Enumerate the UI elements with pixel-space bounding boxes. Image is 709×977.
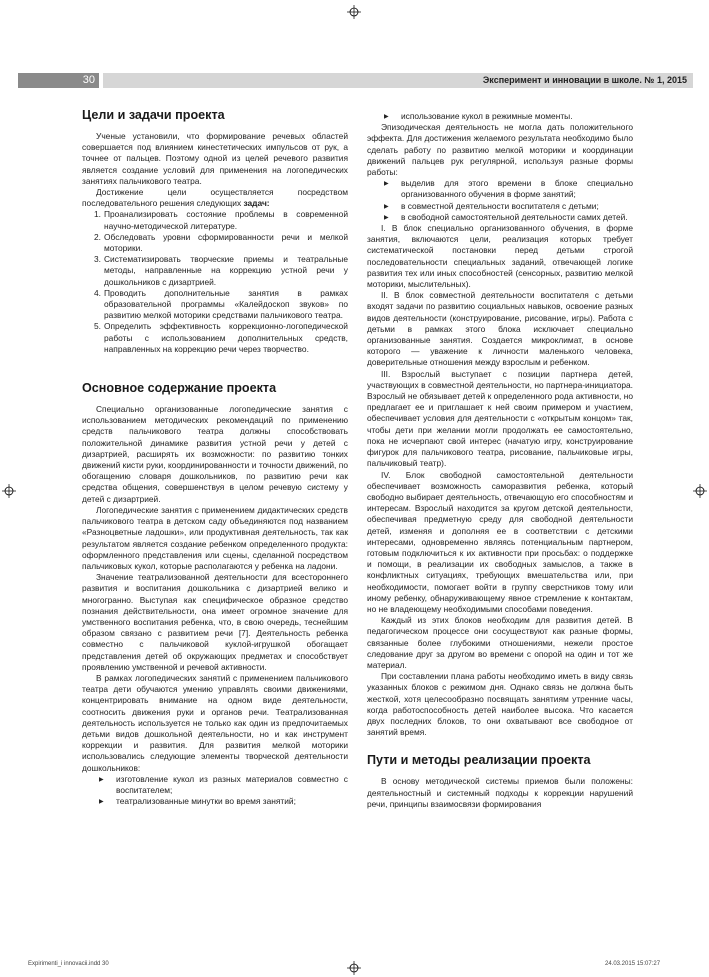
bullet-item: ▶ в свободной самостоятельной деятельности самих детей. (367, 212, 633, 223)
bullet-item: ▶ выделив для этого времени в блоке специально организованного обучения в форме занятий; (367, 178, 633, 200)
journal-title: Эксперимент и инновации в школе. № 1, 2015 (103, 73, 693, 88)
bullet-list (367, 111, 633, 122)
paragraph: I. В блок специально организованного обучения, в форме занятия, включаются цели, реализация которых требует систематической постановки перед детьми строгой последовательности специальных заданий, отвечающей логике развития тех или иных способностей (сенсорных, развитию мелкой моторики, мыслительных). (367, 223, 633, 290)
item-text: Систематизировать творческие приемы и театральные методы, направленные на коррекцию устной речи у дошкольников с дизартрией. (104, 254, 348, 287)
item-text: Обследовать уровни сформированности речи и мелкой моторики. (104, 231, 348, 254)
bold-term: задач: (243, 198, 270, 209)
bullet-item: ▶ в совместной деятельности воспитателя с детьми; (367, 201, 633, 212)
list-item (82, 254, 348, 288)
list-item (82, 209, 348, 231)
registration-mark-left (2, 484, 16, 498)
bullet-item: ▶ изготовление кукол из разных материалов совместно с воспитателем; (82, 774, 348, 796)
footer-file-name: Expirimenti_i innovacii.indd 30 (28, 961, 109, 967)
paragraph: Специально организованные логопедические занятия с использованием методических рекомендаций по применению средств пальчикового театра должны способствовать положительной динамике развития устной речи у детей с дизартрией, расширять их возможности: по развитию тонких движений кисти руки, координированности и точности движений, по обогащению словаря дошкольников, по развитию речи как средства общения, совершенствуя в целом речевую систему у детей с дизартрией. (82, 404, 348, 504)
paragraph: Эпизодическая деятельность не могла дать положительного эффекта. Для достижения желаемого результата необходимо было сделать работу по развитию мелкой моторики и координации движений пальцев рук регулярной, используя разные формы работы: (367, 122, 633, 178)
left-column (82, 108, 348, 807)
paragraph: Логопедические занятия с применением дидактических средств пальчикового театра в детском саду объединяются под названием «Разноцветные ладошки», или продуктивная деятельность, так как результатом является создание ребенком определенного продукта: оформленного представления или сцены, сделанной посредством пальчиковых кукол, которые располагаются у ребенка на ладони. (82, 504, 348, 571)
page-number: 30 (18, 73, 99, 88)
list-item (82, 288, 348, 322)
list-item (82, 232, 348, 254)
running-header (18, 73, 693, 88)
bullet-item: ▶ театрализованные минутки во время занятий; (82, 796, 348, 807)
item-text: Проанализировать состояние проблемы в современной научно-методической литературе. (104, 209, 348, 231)
bullet-list (82, 774, 348, 808)
paragraph: IV. Блок свободной самостоятельной деятельности обеспечивает возможность саморазвития ребенка, который свободно выбирает деятельность, отвечающую его способностям и интересам. Взрослый находится за кругом детской деятельности, обеспечивая предметную среду для свободной деятельности детей, изменяя и дополняя ее в соответствии с детскими интересами, одновременно являясь потенциальным партнером, готовым подключиться к их активности при просьбах: о поддержке и помощи, в реализации их свободных замыслов, а также в конфликтных ситуациях, требующих вмешательства или, при необходимости, помогает войти в группу сверстников тому или иному ребенку, обнаруживающему явное стремление к контактам, но не владеющему необходимыми способами поведения. (367, 469, 633, 614)
item-number: 3. (94, 254, 101, 265)
bullet-item: ▶ использование кукол в режимные моменты. (367, 111, 633, 122)
item-number: 2. (94, 231, 101, 242)
section-title-goals: Цели и задачи проекта (82, 108, 225, 122)
paragraph: В рамках логопедических занятий с применением пальчикового театра дети обучаются умению управлять своими движениями, концентрировать внимание на одном виде деятельности, соотносить движения руки и органов речи. Театрализованная деятельность используется не только как один из предпочитаемых детьми видов дошкольной деятельности, но и как инструмент коррекции и развития. Для развития мелкой моторики использовались следующие элементы творческой деятельности дошкольников: (82, 672, 348, 773)
bullet-list (367, 178, 633, 223)
footer-datetime: 24.03.2015 15:07:27 (605, 961, 661, 967)
section-title-methods: Пути и методы реализации проекта (367, 753, 591, 768)
tasks-list (82, 209, 348, 355)
right-column (367, 111, 633, 810)
paragraph (82, 187, 348, 209)
list-item (82, 321, 348, 355)
item-number: 1. (94, 209, 101, 220)
paragraph: В основу методической системы приемов были положены: деятельностный и системный подходы к коррекции нарушений речи, принципы взаимосвязи формирования (367, 776, 633, 809)
paragraph: II. В блок совместной деятельности воспитателя с детьми входят задачи по развитию социальных навыков, освоение разных видов деятельности (конструирование, рисование, игры). Работа с детьми в рамках этого блока исключает специально организованные занятия. Создается микроклимат, в основе которого — уважение к личности маленького человека, доверительные отношения между взрослым и ребенком. (367, 290, 633, 368)
section-title-content: Основное содержание проекта (82, 381, 277, 396)
item-number: 4. (94, 287, 101, 298)
paragraph: III. Взрослый выступает с позиции партнера детей, участвующих в совместной деятельности, но партнера-инициатора. Взрослый не обязывает детей к определенного рода активности, но предлагает ее и приглашает к ней своим примером и участием, обеспечивает условия для деятельности с «открытым концом» так, чтобы дети при желании могли продолжать ее самостоятельно, пока не исчерпают свой интерес (начатую игру, конструирование фигурок для пальчикового театра, рисование, пальчиковые игры, пальчиковый театр). (367, 368, 633, 469)
paragraph-text: Достижение цели осуществляется посредством последовательного решения следующих (82, 187, 348, 209)
paragraph: Ученые установили, что формирование речевых областей совершается под влиянием кинестетических импульсов от рук, а точнее от пальцев. Поэтому одной из целей речевого развития является создание условий для применения на логопедических занятиях пальчикового театра. (82, 131, 348, 186)
registration-mark-right (693, 484, 707, 498)
paragraph: Каждый из этих блоков необходим для развития детей. В педагогическом процессе они сосуществуют как разные формы, связанные более глубокими отношениями, нежели простое следование друг за другом во времени с опорой на один и тот же материал. (367, 615, 633, 670)
registration-mark-bottom (347, 961, 361, 975)
item-text: Определить эффективность коррекционно-логопедической работы с использованием дополнительных средств, направленных на коррекцию речи через творчество. (104, 321, 348, 354)
item-number: 5. (94, 321, 101, 332)
registration-mark-top (347, 5, 361, 19)
paragraph: Значение театрализованной деятельности для всестороннего развития и воспитания дошкольника с дизартрией велико и многогранно. Выступая как специфическое образное средство познания действительности, она имеет огромное значение для умственного воспитания ребенка, что, в свою очередь, теснейшим образом связано с развитием речи [7]. Деятельность ребенка совместно с пальчиковой куклой-игрушкой обогащает представления детей об окружающих предметах и способствует проявлению умственной и речевой активности. (82, 572, 348, 672)
paragraph: При составлении плана работы необходимо иметь в виду связь указанных блоков с режимом дня. Однако связь не должна быть жесткой, хотя целесообразно посвящать занятиям утренние часы, когда работоспособность детей наиболее высока. Что касается двух последних блоков, то они охватывают все свободное от занятий время. (367, 671, 633, 738)
item-text: Проводить дополнительные занятия в рамках образовательной программы «Калейдоскоп звуков» по развитию мелкой моторики средствами пальчикового театра. (104, 287, 348, 321)
